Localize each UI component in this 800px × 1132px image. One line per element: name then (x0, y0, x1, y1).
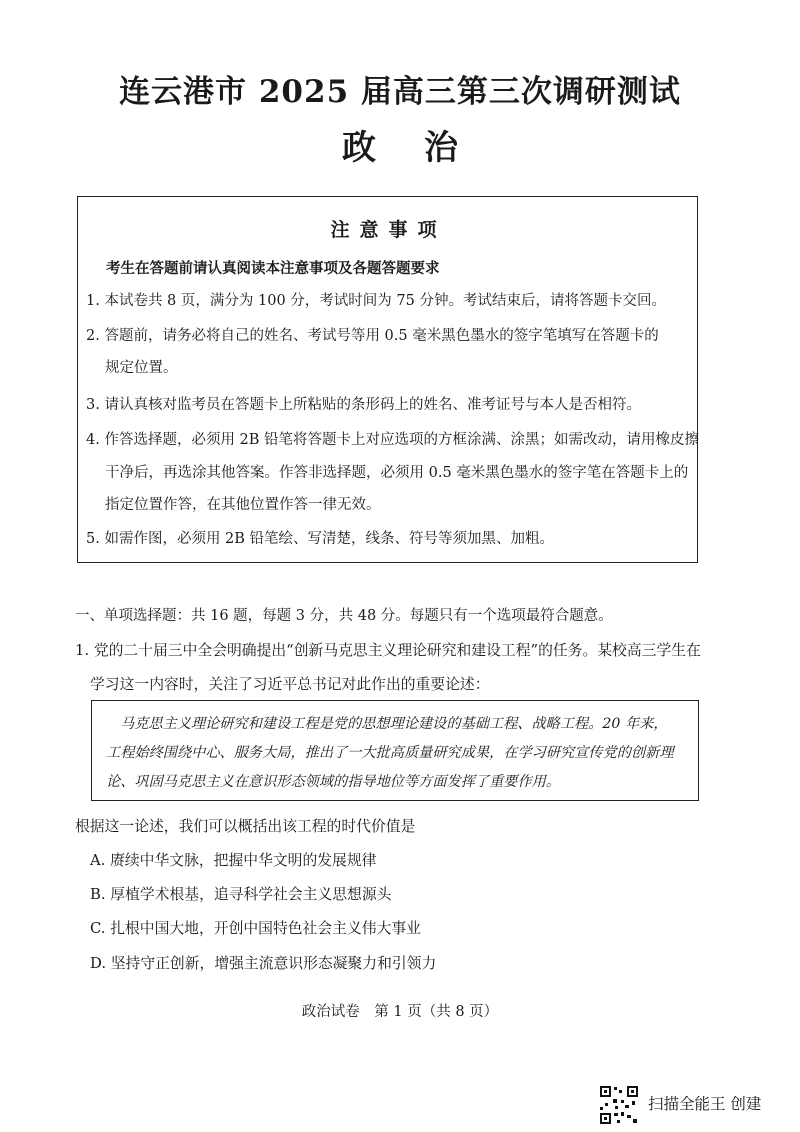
option-b: B. 厚植学术根基，追寻科学社会主义思想源头 (90, 886, 392, 903)
notice-line-4-cont-2: 指定位置作答，在其他位置作答一律无效。 (105, 497, 381, 513)
notice-title: 注意事项 (330, 219, 447, 241)
question-1-prompt: 根据这一论述，我们可以概括出该工程的时代价值是 (75, 818, 416, 835)
page-footer: 政治试卷 第 1 页（共 8 页） (301, 1004, 499, 1020)
notice-line-4: 4. 作答选择题，必须用 2B 铅笔将答题卡上对应选项的方框涂满、涂黑；如需改动，请用橡皮擦 (86, 432, 700, 448)
option-d: D. 坚持守正创新，增强主流意识形态凝聚力和引领力 (90, 955, 437, 972)
subject-title: 政治 (342, 128, 506, 168)
exam-title: 连云港市 2025 届高三第三次调研测试 (119, 74, 681, 110)
notice-box (77, 196, 698, 563)
question-1-stem-cont: 学习这一内容时，关注了习近平总书记对此作出的重要论述： (90, 676, 490, 693)
question-1-stem: 1. 党的二十届三中全会明确提出“创新马克思主义理论研究和建设工程”的任务。某校高三学生在 (75, 642, 701, 659)
scanner-watermark: 扫描全能王 创建 (648, 1095, 762, 1113)
option-c: C. 扎根中国大地，开创中国特色社会主义伟大事业 (90, 920, 421, 937)
quote-line-3: 论、巩固马克思主义在意识形态领域的指导地位等方面发挥了重要作用。 (106, 774, 561, 790)
quote-box (91, 700, 699, 801)
section-header: 一、单项选择题：共 16 题，每题 3 分，共 48 分。每题只有一个选项最符合题意。 (75, 608, 613, 624)
notice-line-4-cont-1: 干净后，再选涂其他答案。作答非选择题，必须用 0.5 毫米黑色墨水的签字笔在答题卡上的 (105, 465, 689, 481)
notice-line-5: 5. 如需作图，必须用 2B 铅笔绘、写清楚，线条、符号等须加黑、加粗。 (86, 531, 555, 547)
notice-intro: 考生在答题前请认真阅读本注意事项及各题答题要求 (106, 260, 440, 277)
quote-line-1: 马克思主义理论研究和建设工程是党的思想理论建设的基础工程、战略工程。20 年来， (120, 716, 668, 732)
notice-line-2-cont: 规定位置。 (105, 360, 178, 376)
notice-line-1: 1. 本试卷共 8 页，满分为 100 分，考试时间为 75 分钟。考试结束后，请将答题卡交回。 (86, 293, 666, 309)
notice-line-2: 2. 答题前，请务必将自己的姓名、考试号等用 0.5 毫米黑色墨水的签字笔填写在答题卡的 (86, 328, 659, 344)
notice-line-3: 3. 请认真核对监考员在答题卡上所粘贴的条形码上的姓名、准考证号与本人是否相符。 (86, 397, 641, 413)
qr-code-icon (599, 1085, 639, 1125)
option-a: A. 赓续中华文脉，把握中华文明的发展规律 (90, 852, 377, 869)
quote-line-2: 工程始终围绕中心、服务大局，推出了一大批高质量研究成果，在学习研究宣传党的创新理 (106, 745, 674, 761)
